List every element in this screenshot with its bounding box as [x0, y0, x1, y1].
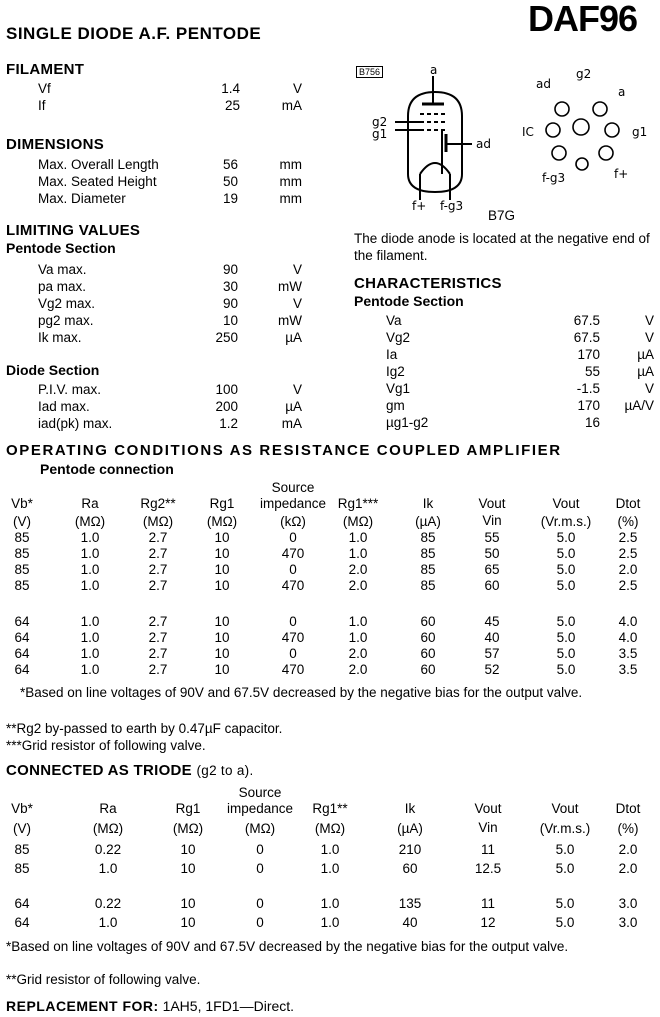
op-cell: 2.7 [148, 614, 168, 629]
op-cell: 50 [484, 546, 500, 561]
base-label-a: a [618, 85, 626, 99]
op-cell: 40 [484, 630, 500, 645]
op-cell: 0 [289, 614, 297, 629]
op-cell: 65 [484, 562, 500, 577]
tri-unit: (V) [13, 821, 31, 836]
page-title: SINGLE DIODE A.F. PENTODE [6, 24, 262, 43]
filament-unit: V [292, 81, 302, 96]
op-cell: 3.5 [618, 646, 638, 661]
limit-pentode-value: 90 [222, 296, 238, 311]
op-cell: 0 [289, 646, 297, 661]
base-label-ic: IC [522, 125, 534, 139]
tri-cell: 5.0 [555, 896, 575, 911]
tri-cell: 1.0 [320, 915, 340, 930]
characteristic-unit: µA [637, 364, 654, 379]
filament-value: 1.4 [221, 81, 240, 96]
op-cell: 1.0 [80, 546, 100, 561]
dimension-unit: mm [279, 191, 302, 206]
tri-cell: 11 [480, 896, 495, 911]
operating-heading: OPERATING CONDITIONS AS RESISTANCE COUPLED AMPLIFIER [6, 442, 562, 459]
pentode-section-heading: Pentode Section [6, 240, 116, 256]
tri-cell: 12.5 [474, 861, 502, 876]
operating-note-1: *Based on line voltages of 90V and 67.5V decreased by the negative bias for the output valve. [20, 685, 583, 700]
tri-unit: (µA) [397, 821, 423, 836]
tri-cell: 60 [402, 861, 418, 876]
op-cell: 2.7 [148, 646, 168, 661]
label-ad: ad [476, 137, 491, 151]
limit-pentode-unit: mW [278, 279, 302, 294]
filament-label: If [38, 98, 46, 113]
op-cell: 5.0 [556, 614, 576, 629]
op-unit: (MΩ) [74, 514, 106, 529]
limit-pentode-unit: V [292, 262, 302, 277]
characteristic-value: 67.5 [573, 330, 600, 345]
op-cell: 1.0 [80, 562, 100, 577]
limit-diode-unit: µA [285, 399, 302, 414]
limit-pentode-value: 90 [222, 262, 238, 277]
op-cell: 5.0 [556, 646, 576, 661]
op-unit: (MΩ) [142, 514, 174, 529]
limit-diode-unit: V [292, 382, 302, 397]
op-header: impedance [259, 496, 327, 511]
limit-pentode-label: Vg2 max. [38, 296, 96, 311]
tri-cell: 210 [398, 842, 422, 857]
characteristic-value: 67.5 [573, 313, 600, 328]
op-cell: 0 [289, 562, 297, 577]
op-cell: 2.7 [148, 530, 168, 545]
characteristic-label: Va [386, 313, 402, 328]
op-cell: 85 [420, 562, 436, 577]
op-header: Vout [552, 496, 580, 511]
operating-sub: Pentode connection [40, 461, 174, 477]
op-cell: 2.0 [348, 562, 368, 577]
limit-pentode-unit: µA [285, 330, 302, 345]
op-cell: 2.5 [618, 578, 638, 593]
limit-diode-value: 1.2 [219, 416, 238, 431]
dimension-unit: mm [279, 174, 302, 189]
characteristic-unit: V [644, 330, 654, 345]
characteristic-label: µg1-g2 [386, 415, 429, 430]
op-cell: 0 [289, 530, 297, 545]
dimensions-heading: DIMENSIONS [6, 136, 105, 153]
op-header: Vout [478, 496, 506, 511]
tri-cell: 135 [398, 896, 422, 911]
op-cell: 2.7 [148, 578, 168, 593]
filament-label: Vf [38, 81, 51, 96]
tri-cell: 1.0 [98, 861, 118, 876]
op-header-source: Source [271, 480, 315, 495]
characteristic-label: Ia [386, 347, 398, 362]
op-unit: (%) [617, 514, 639, 529]
tri-header: Vout [474, 801, 502, 816]
op-cell: 85 [420, 546, 436, 561]
op-unit: (MΩ) [342, 514, 374, 529]
limit-diode-value: 100 [215, 382, 238, 397]
tri-header: Dtot [615, 801, 641, 816]
tri-cell: 64 [14, 915, 30, 930]
tri-cell: 0 [256, 842, 264, 857]
op-cell: 85 [420, 530, 436, 545]
tri-unit: (MΩ) [244, 821, 276, 836]
limit-pentode-value: 250 [215, 330, 238, 345]
op-cell: 85 [14, 530, 30, 545]
tri-cell: 10 [180, 915, 196, 930]
op-header-vin: Vin [482, 513, 502, 528]
tri-cell: 0.22 [94, 842, 122, 857]
filament-value: 25 [224, 98, 240, 113]
limit-pentode-unit: mW [278, 313, 302, 328]
label-g2: g2 [372, 115, 388, 129]
op-unit: (µA) [415, 514, 441, 529]
tri-header-vin: Vin [478, 820, 498, 835]
label-a: a [430, 64, 438, 77]
op-cell: 1.0 [348, 614, 368, 629]
op-cell: 5.0 [556, 630, 576, 645]
op-cell: 5.0 [556, 578, 576, 593]
tri-cell: 5.0 [555, 915, 575, 930]
op-cell: 470 [281, 662, 305, 677]
op-cell: 45 [484, 614, 500, 629]
op-cell: 4.0 [618, 614, 638, 629]
tri-cell: 85 [14, 842, 30, 857]
tube-type: DAF96 [528, 0, 638, 39]
dimension-unit: mm [279, 157, 302, 172]
triode-heading-text: CONNECTED AS TRIODE [6, 762, 192, 779]
op-cell: 2.0 [348, 578, 368, 593]
tri-cell: 2.0 [618, 842, 638, 857]
replacement-label: REPLACEMENT FOR: [6, 998, 159, 1014]
op-cell: 64 [14, 630, 30, 645]
operating-note-3: ***Grid resistor of following valve. [6, 738, 206, 753]
op-header: Rg2** [140, 496, 176, 511]
op-cell: 3.5 [618, 662, 638, 677]
tri-header-source: Source [238, 785, 282, 800]
base-type: B7G [488, 208, 516, 223]
op-cell: 60 [420, 614, 436, 629]
characteristic-value: -1.5 [576, 381, 600, 396]
op-cell: 10 [214, 546, 230, 561]
op-cell: 5.0 [556, 530, 576, 545]
op-cell: 1.0 [348, 546, 368, 561]
limit-diode-unit: mA [281, 416, 302, 431]
op-cell: 2.7 [148, 546, 168, 561]
tri-cell: 2.0 [618, 861, 638, 876]
limit-pentode-label: Va max. [38, 262, 87, 277]
tri-header: Rg1** [312, 801, 348, 816]
tri-cell: 1.0 [320, 861, 340, 876]
op-cell: 1.0 [348, 630, 368, 645]
tri-cell: 85 [14, 861, 30, 876]
tri-cell: 10 [180, 861, 196, 876]
label-g1: g1 [372, 127, 388, 141]
op-cell: 2.5 [618, 546, 638, 561]
limit-pentode-label: pg2 max. [38, 313, 94, 328]
pin-diagram [360, 64, 660, 214]
tri-unit: (Vr.m.s.) [539, 821, 591, 836]
op-unit: (kΩ) [280, 514, 306, 529]
tri-header: impedance [226, 801, 294, 816]
tri-cell: 3.0 [618, 896, 638, 911]
characteristic-unit: µA [637, 347, 654, 362]
op-cell: 10 [214, 646, 230, 661]
op-cell: 52 [484, 662, 500, 677]
characteristic-value: 16 [584, 415, 600, 430]
diagram-ref: B756 [356, 66, 383, 78]
limit-diode-label: Iad max. [38, 399, 90, 414]
dimension-value: 50 [222, 174, 238, 189]
tri-cell: 10 [180, 842, 196, 857]
op-cell: 2.0 [348, 646, 368, 661]
tri-cell: 5.0 [555, 861, 575, 876]
characteristic-unit: µA/V [624, 398, 654, 413]
op-cell: 5.0 [556, 562, 576, 577]
op-cell: 470 [281, 630, 305, 645]
op-cell: 10 [214, 662, 230, 677]
triode-heading [6, 762, 254, 779]
tri-cell: 0 [256, 915, 264, 930]
limit-pentode-value: 10 [222, 313, 238, 328]
op-cell: 57 [484, 646, 500, 661]
op-cell: 1.0 [80, 662, 100, 677]
triode-note-2: **Grid resistor of following valve. [6, 972, 201, 987]
op-cell: 2.0 [348, 662, 368, 677]
op-cell: 1.0 [80, 578, 100, 593]
tri-cell: 40 [402, 915, 418, 930]
tri-header: Ik [404, 801, 416, 816]
op-cell: 2.5 [618, 530, 638, 545]
tri-header: Rg1 [175, 801, 201, 816]
tri-cell: 1.0 [98, 915, 118, 930]
filament-heading: FILAMENT [6, 61, 85, 78]
triode-note-1: *Based on line voltages of 90V and 67.5V decreased by the negative bias for the output valve. [6, 939, 569, 954]
op-cell: 10 [214, 530, 230, 545]
op-cell: 5.0 [556, 662, 576, 677]
limit-diode-value: 200 [215, 399, 238, 414]
op-cell: 470 [281, 578, 305, 593]
tri-unit: (MΩ) [92, 821, 124, 836]
characteristic-value: 170 [577, 398, 600, 413]
op-cell: 10 [214, 562, 230, 577]
op-header: Vb* [11, 496, 33, 511]
characteristic-label: Vg1 [386, 381, 411, 396]
diode-note: The diode anode is located at the negative end of the filament. [354, 231, 650, 263]
characteristic-label: Vg2 [386, 330, 411, 345]
op-cell: 2.7 [148, 562, 168, 577]
op-cell: 85 [14, 546, 30, 561]
op-cell: 2.7 [148, 630, 168, 645]
tri-cell: 1.0 [320, 896, 340, 911]
op-unit: (Vr.m.s.) [540, 514, 592, 529]
op-cell: 1.0 [348, 530, 368, 545]
tri-cell: 0.22 [94, 896, 122, 911]
op-cell: 60 [420, 662, 436, 677]
characteristic-unit: V [644, 381, 654, 396]
op-cell: 2.7 [148, 662, 168, 677]
op-header: Rg1 [209, 496, 235, 511]
tri-cell: 5.0 [555, 842, 575, 857]
op-unit: (MΩ) [206, 514, 238, 529]
op-header: Dtot [615, 496, 641, 511]
op-cell: 60 [420, 630, 436, 645]
dimension-label: Max. Overall Length [38, 157, 159, 172]
op-cell: 470 [281, 546, 305, 561]
characteristic-value: 170 [577, 347, 600, 362]
tri-cell: 12 [480, 915, 496, 930]
op-cell: 10 [214, 630, 230, 645]
op-cell: 2.0 [618, 562, 638, 577]
tri-cell: 0 [256, 861, 264, 876]
operating-note-2: **Rg2 by-passed to earth by 0.47µF capacitor. [6, 721, 283, 736]
tri-cell: 0 [256, 896, 264, 911]
diode-section-heading: Diode Section [6, 362, 100, 378]
limit-pentode-label: Ik max. [38, 330, 82, 345]
limit-diode-label: P.I.V. max. [38, 382, 102, 397]
tri-cell: 3.0 [618, 915, 638, 930]
replacement-line [6, 998, 294, 1014]
op-cell: 60 [420, 646, 436, 661]
op-cell: 64 [14, 646, 30, 661]
op-header: Ra [81, 496, 99, 511]
triode-heading-suffix: (g2 to a). [196, 763, 254, 778]
op-cell: 64 [14, 662, 30, 677]
op-cell: 64 [14, 614, 30, 629]
base-label-fplus: f+ [614, 167, 629, 181]
label-fplus: f+ [412, 199, 427, 213]
limit-diode-label: iad(pk) max. [38, 416, 113, 431]
characteristic-unit: V [644, 313, 654, 328]
filament-unit: mA [281, 98, 302, 113]
tri-header: Vb* [11, 801, 33, 816]
tri-cell: 64 [14, 896, 30, 911]
op-cell: 85 [420, 578, 436, 593]
base-pinout-icon [546, 102, 619, 170]
tri-cell: 1.0 [320, 842, 340, 857]
op-cell: 5.0 [556, 546, 576, 561]
dimension-value: 56 [222, 157, 238, 172]
base-label-g2: g2 [576, 67, 592, 81]
op-header: Ik [422, 496, 434, 511]
dimension-label: Max. Seated Height [38, 174, 157, 189]
limit-pentode-label: pa max. [38, 279, 87, 294]
dimension-label: Max. Diameter [38, 191, 126, 206]
base-label-g1: g1 [632, 125, 648, 139]
tri-unit: (%) [617, 821, 639, 836]
limit-pentode-value: 30 [222, 279, 238, 294]
tri-unit: (MΩ) [314, 821, 346, 836]
base-label-ad: ad [536, 77, 551, 91]
op-cell: 1.0 [80, 630, 100, 645]
op-cell: 10 [214, 578, 230, 593]
base-label-fminus-g3: f-g3 [542, 171, 566, 185]
op-unit: (V) [13, 514, 31, 529]
tri-cell: 11 [480, 842, 495, 857]
op-cell: 1.0 [80, 614, 100, 629]
op-cell: 1.0 [80, 530, 100, 545]
op-cell: 4.0 [618, 630, 638, 645]
op-cell: 85 [14, 562, 30, 577]
op-cell: 55 [484, 530, 500, 545]
op-header: Rg1*** [337, 496, 379, 511]
tube-schematic-icon [395, 76, 472, 200]
characteristic-label: Ig2 [386, 364, 405, 379]
op-cell: 85 [14, 578, 30, 593]
characteristic-value: 55 [584, 364, 600, 379]
replacement-value: 1AH5, 1FD1—Direct. [162, 998, 295, 1014]
dimension-value: 19 [222, 191, 238, 206]
tri-unit: (MΩ) [172, 821, 204, 836]
tri-header: Vout [551, 801, 579, 816]
tri-cell: 10 [180, 896, 196, 911]
limit-pentode-unit: V [292, 296, 302, 311]
label-fminus-g3: f-g3 [440, 199, 464, 213]
op-cell: 1.0 [80, 646, 100, 661]
op-cell: 60 [484, 578, 500, 593]
characteristic-label: gm [386, 398, 405, 413]
op-cell: 10 [214, 614, 230, 629]
limiting-heading: LIMITING VALUES [6, 222, 141, 239]
tri-header: Ra [99, 801, 117, 816]
characteristics-sub: Pentode Section [354, 293, 464, 309]
characteristics-heading: CHARACTERISTICS [354, 275, 502, 292]
